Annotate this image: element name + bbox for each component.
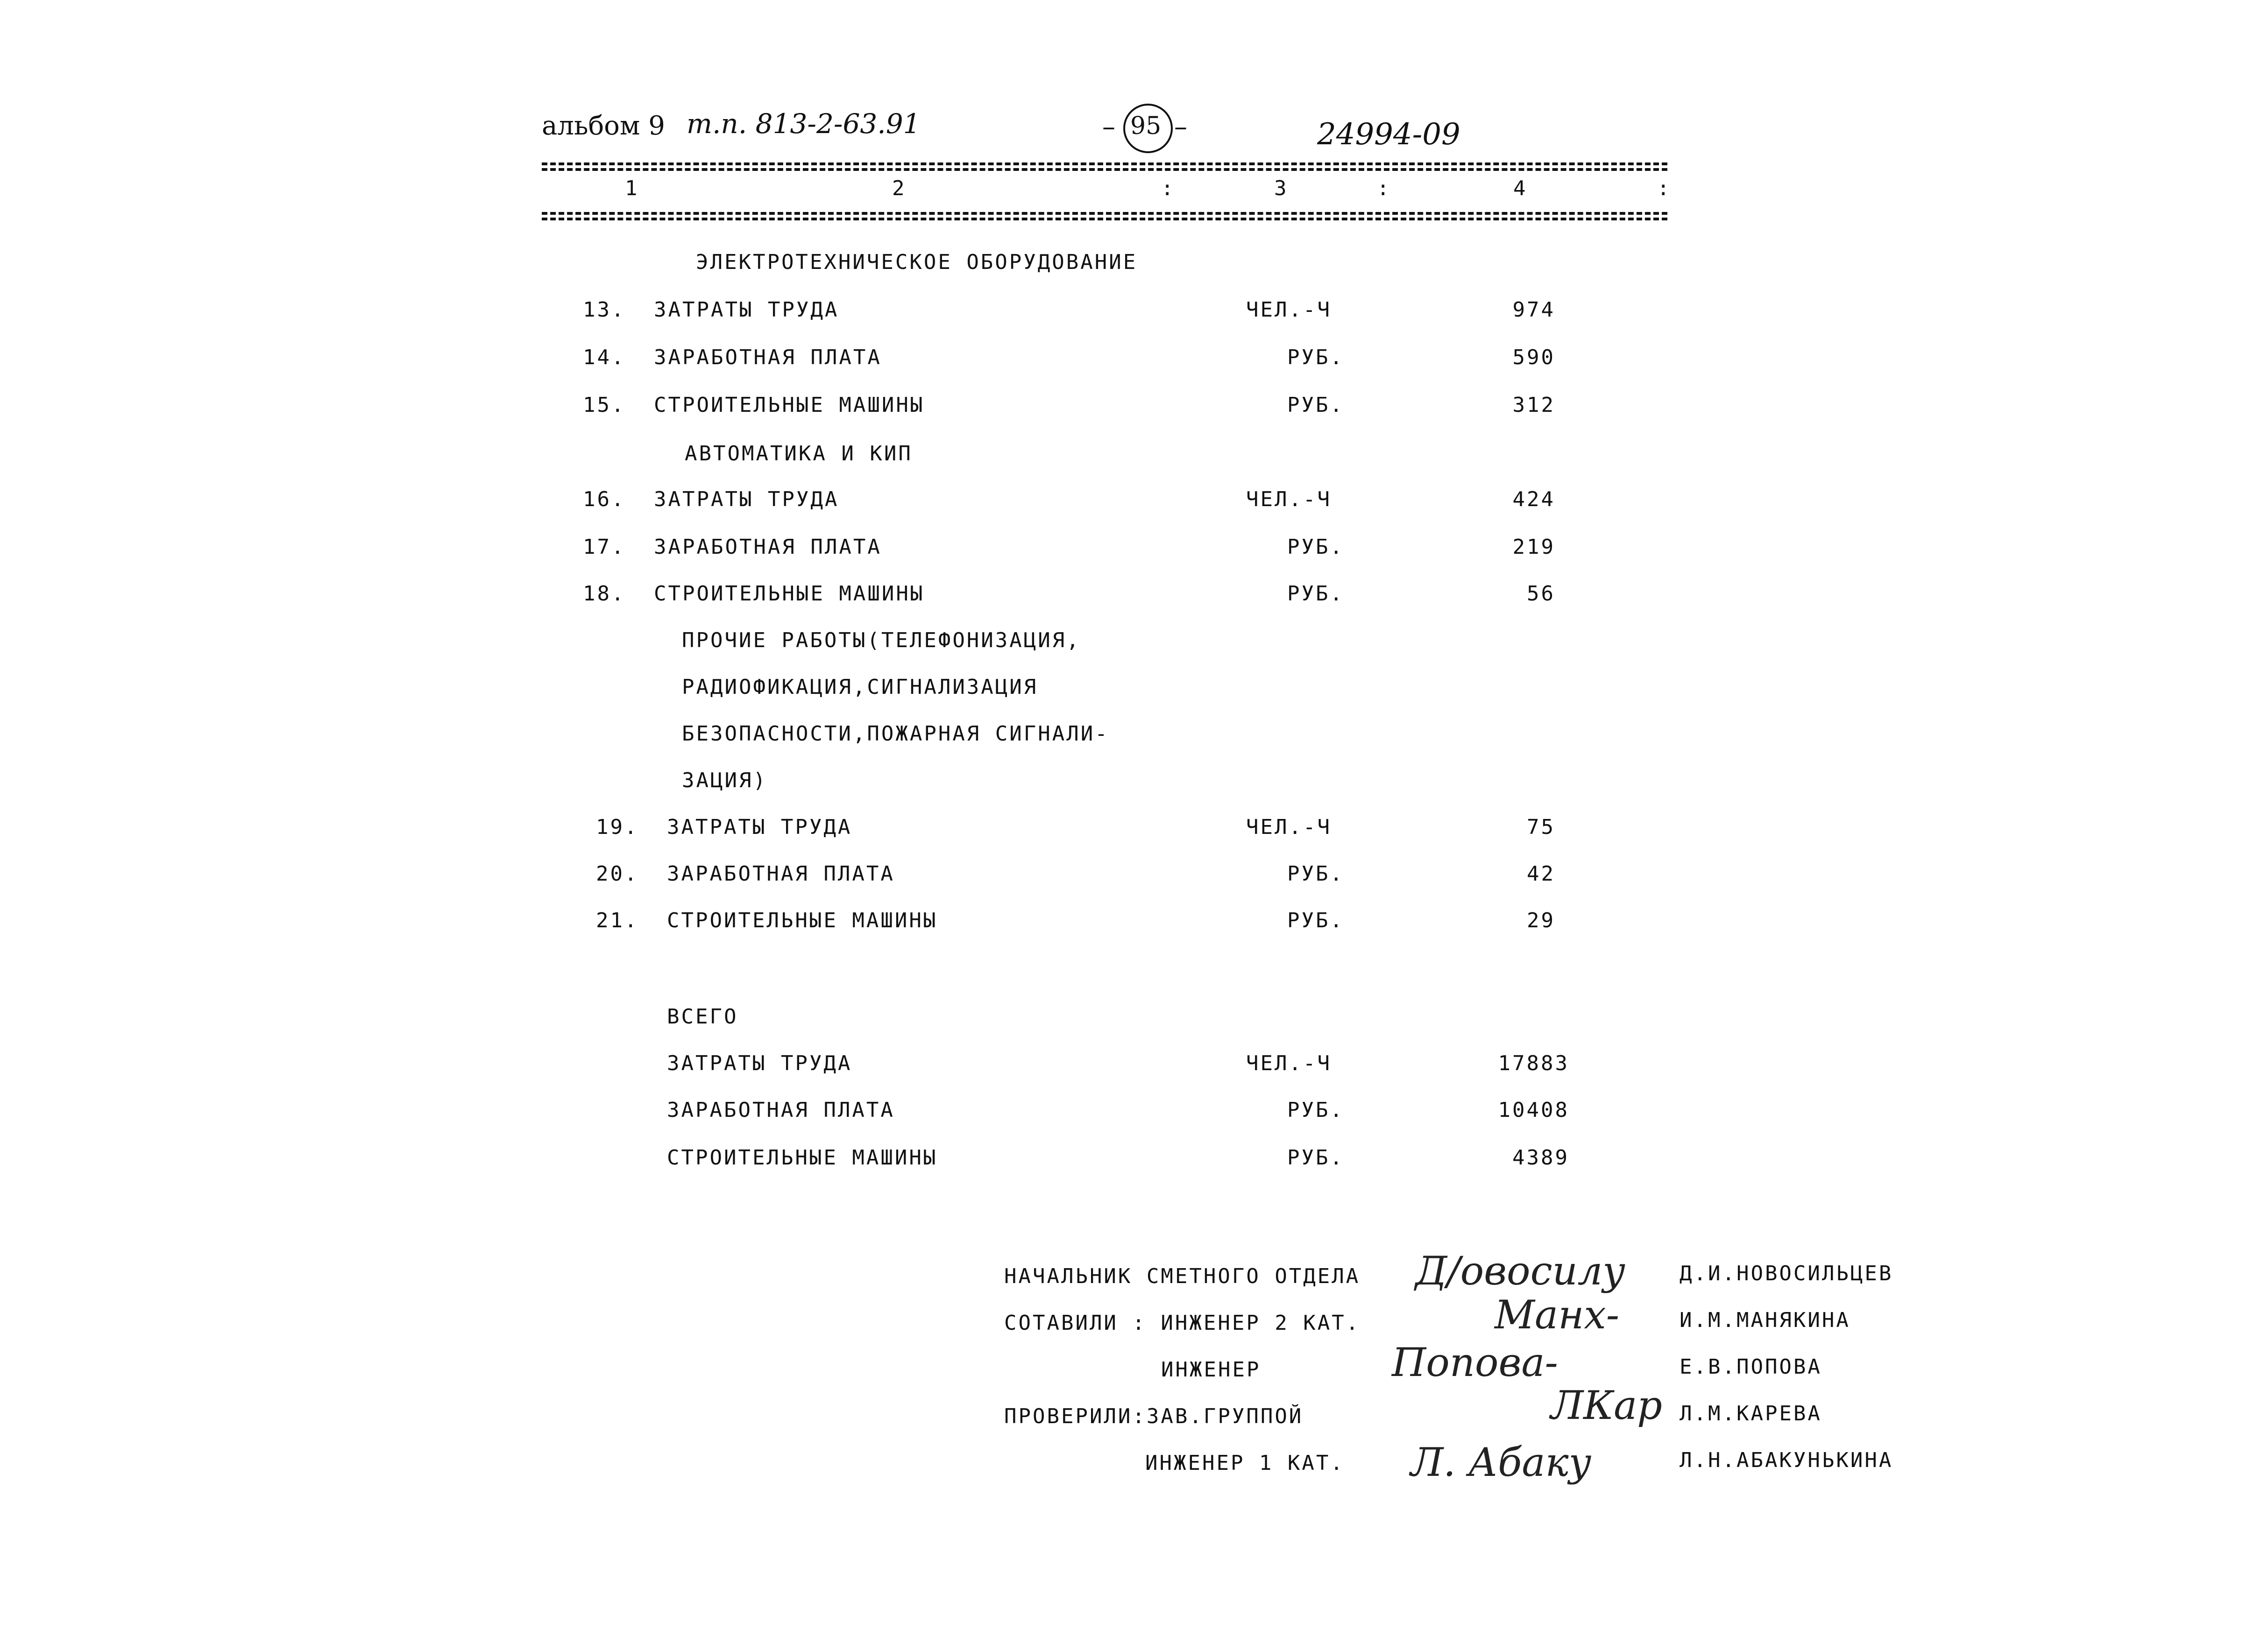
total-row-value: 17883 (1498, 1051, 1569, 1075)
row-name: ЗАТРАТЫ ТРУДА (654, 298, 839, 322)
row-number: 18. (583, 582, 626, 606)
row-number: 13. (583, 298, 626, 322)
row-name: СТРОИТЕЛЬНЫЕ МАШИНЫ (654, 393, 925, 417)
row-unit: ЧЕЛ.-Ч (1246, 298, 1332, 322)
total-row-value: 4389 (1512, 1146, 1569, 1170)
row-unit: РУБ. (1287, 535, 1344, 559)
row-number: 21. (596, 909, 639, 932)
total-row-name: СТРОИТЕЛЬНЫЕ МАШИНЫ (667, 1146, 938, 1170)
row-unit: ЧЕЛ.-Ч (1246, 815, 1332, 839)
row-name: ЗАТРАТЫ ТРУДА (654, 487, 839, 511)
row-value: 312 (1512, 393, 1555, 417)
signatory-name: Л.Н.АБАКУНЬКИНА (1680, 1448, 1893, 1472)
row-unit: ЧЕЛ.-Ч (1246, 487, 1332, 511)
row-value: 56 (1527, 582, 1555, 606)
row-value: 219 (1512, 535, 1555, 559)
signatory-name: Л.М.КАРЕВА (1680, 1402, 1822, 1425)
section-title: ЭЛЕКТРОТЕХНИЧЕСКОЕ ОБОРУДОВАНИЕ (696, 250, 1138, 274)
total-row-unit: ЧЕЛ.-Ч (1246, 1051, 1332, 1075)
total-row-value: 10408 (1498, 1098, 1569, 1122)
row-value: 42 (1527, 862, 1555, 886)
column-header-2: 2 (892, 176, 907, 200)
row-unit: РУБ. (1287, 862, 1344, 886)
row-number: 15. (583, 393, 626, 417)
handwritten-signature: Д/овосилу (1415, 1248, 1625, 1294)
row-name: ЗАРАБОТНАЯ ПЛАТА (654, 535, 882, 559)
row-name: ЗАРАБОТНАЯ ПЛАТА (667, 862, 895, 886)
row-unit: РУБ. (1287, 909, 1344, 932)
total-row-name: ЗАРАБОТНАЯ ПЛАТА (667, 1098, 895, 1122)
row-number: 17. (583, 535, 626, 559)
row-number: 19. (596, 815, 639, 839)
section-title-line: БЕЗОПАСНОСТИ,ПОЖАРНАЯ СИГНАЛИ- (682, 722, 1109, 746)
column-separator: : (1657, 176, 1672, 200)
total-row-unit: РУБ. (1287, 1146, 1344, 1170)
row-value: 974 (1512, 298, 1555, 322)
signature-role: НАЧАЛЬНИК СМЕТНОГО ОТДЕЛА (1004, 1264, 1361, 1288)
signatory-name: Д.И.НОВОСИЛЬЦЕВ (1680, 1262, 1893, 1285)
column-separator: : (1377, 176, 1391, 200)
total-row-name: ЗАТРАТЫ ТРУДА (667, 1051, 852, 1075)
section-title-line: ЗАЦИЯ) (682, 769, 767, 792)
section-title: АВТОМАТИКА И КИП (685, 442, 913, 466)
row-name: СТРОИТЕЛЬНЫЕ МАШИНЫ (654, 582, 925, 606)
header-rule-top-2 (542, 168, 1667, 171)
row-value: 590 (1512, 346, 1555, 369)
row-unit: РУБ. (1287, 582, 1344, 606)
row-unit: РУБ. (1287, 346, 1344, 369)
totals-title: ВСЕГО (667, 1005, 738, 1029)
page-number: 95 (1130, 112, 1162, 140)
handwritten-signature: Попова- (1392, 1340, 1558, 1385)
section-title-line: ПРОЧИЕ РАБОТЫ(ТЕЛЕФОНИЗАЦИЯ, (682, 628, 1081, 652)
page-dash-left: – (1102, 112, 1115, 142)
row-number: 14. (583, 346, 626, 369)
signatory-name: И.М.МАНЯКИНА (1680, 1308, 1850, 1332)
column-header-3: 3 (1274, 176, 1289, 200)
signature-role: ИНЖЕНЕР 1 КАТ. (1145, 1451, 1345, 1475)
handwritten-signature: Л. Абаку (1410, 1439, 1592, 1485)
row-unit: РУБ. (1287, 393, 1344, 417)
handwritten-signature: ЛКар (1551, 1383, 1662, 1428)
signature-role: ПРОВЕРИЛИ:ЗАВ.ГРУППОЙ (1004, 1404, 1304, 1428)
row-number: 20. (596, 862, 639, 886)
row-name: СТРОИТЕЛЬНЫЕ МАШИНЫ (667, 909, 938, 932)
header-rule-top (542, 162, 1667, 165)
section-title-line: РАДИОФИКАЦИЯ,СИГНАЛИЗАЦИЯ (682, 675, 1038, 699)
column-header-4: 4 (1513, 176, 1528, 200)
column-separator: : (1161, 176, 1176, 200)
document-code: 24994-09 (1317, 117, 1460, 152)
header-rule-bottom (542, 212, 1667, 215)
album-label: альбом 9 (542, 111, 665, 141)
row-value: 29 (1527, 909, 1555, 932)
header-rule-bottom-2 (542, 218, 1667, 220)
page-dash-right: – (1174, 112, 1187, 142)
signature-role: ИНЖЕНЕР (1161, 1358, 1261, 1382)
row-value: 75 (1527, 815, 1555, 839)
project-code: т.п. 813-2-63.91 (687, 108, 921, 140)
row-name: ЗАРАБОТНАЯ ПЛАТА (654, 346, 882, 369)
row-number: 16. (583, 487, 626, 511)
column-header-1: 1 (625, 176, 639, 200)
signatory-name: Е.В.ПОПОВА (1680, 1355, 1822, 1379)
signature-role: СОТАВИЛИ : ИНЖЕНЕР 2 КАТ. (1004, 1311, 1361, 1335)
row-value: 424 (1512, 487, 1555, 511)
row-name: ЗАТРАТЫ ТРУДА (667, 815, 852, 839)
handwritten-signature: Манх- (1495, 1292, 1620, 1338)
total-row-unit: РУБ. (1287, 1098, 1344, 1122)
